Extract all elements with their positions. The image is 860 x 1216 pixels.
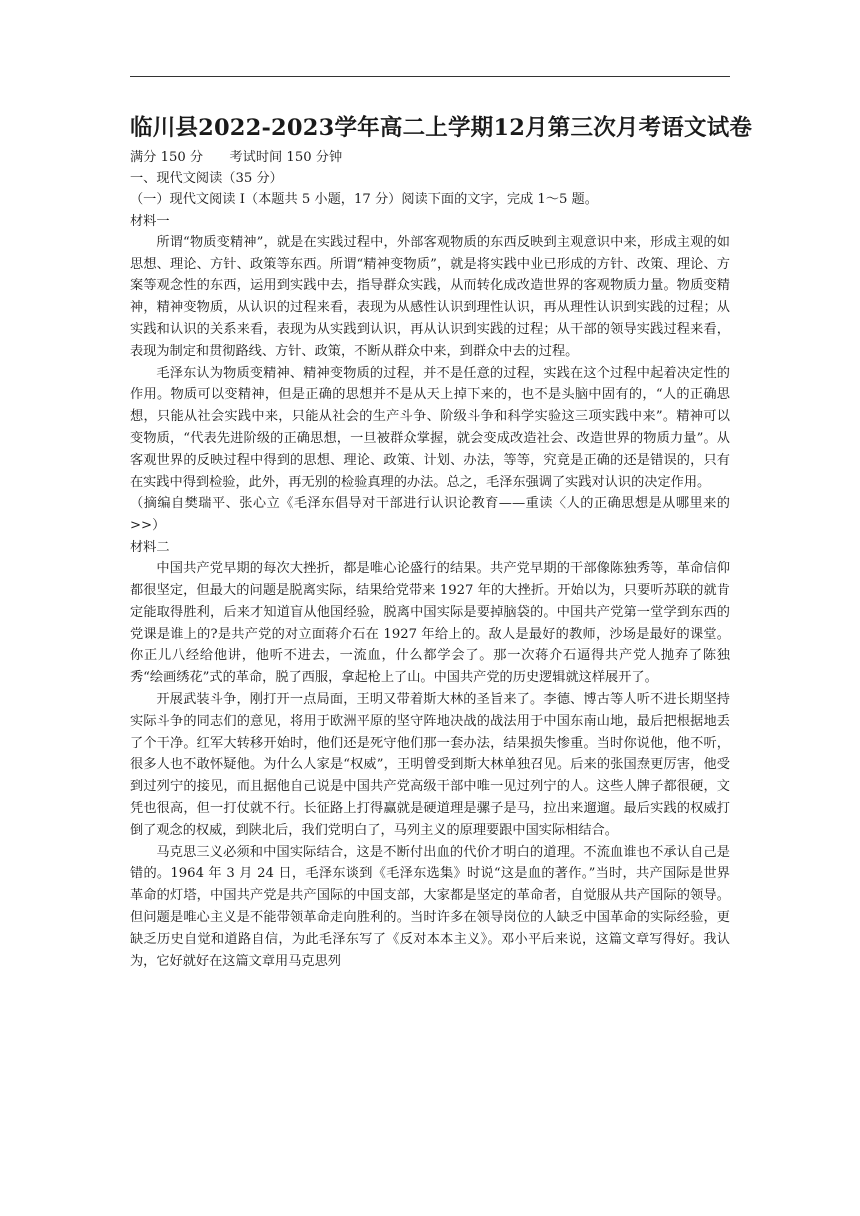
section-heading: 一、现代文阅读（35 分） [130,171,283,187]
material-two-paragraph: 马克思三义必须和中国实际结合，这是不断付出血的代价才明白的道理。不流血谁也不承认自己是错的。1964 年 3 月 24 日，毛泽东谈到《毛泽东选集》时说“这是血的著作。”当时，共产国际是世界革命的灯塔，中国共产党是共产国际的中国支部，大家都是坚定的革命者，自觉服从共产国际的领导。但问题是唯心主义是不能带领革命走向胜利的。当时许多在领导岗位的人缺乏中国革命的实际经验，更缺乏历史自觉和道路自信，为此毛泽东写了《反对本本主义》。邓小平后来说，这篇文章写得好。我认为，它好就好在这篇文章用马克思列 [130,844,730,969]
material-one-source: （摘编自樊瑞平、张心立《毛泽东倡导对干部进行认识论教育——重读〈人的正确思想是从哪里来的>>） [130,496,730,534]
header-rule [130,76,730,77]
material-two-paragraph: 中国共产党早期的每次大挫折，都是唯心论盛行的结果。共产党早期的干部像陈独秀等，革命信仰都很坚定，但最大的问题是脱离实际，结果给党带来 1927 年的大挫折。开始以为，只要听苏联的就肯定能取得胜利，后来才知道盲从他国经验，脱离中国实际是要掉脑袋的。中国共产党第一堂学到东西的党课是谁上的?是共产党的对立面蒋介石在 1927 年给上的。敌人是最好的教师，沙场是最好的课堂。你正儿八经给他讲，他听不进去，一流血，什么都学会了。那一次蒋介石逼得共产党人抛弃了陈独秀“绘画绣花”式的革命，脱了西服，拿起枪上了山。中国共产党的历史逻辑就这样展开了。 [130,561,730,686]
exam-meta: 满分 150 分 考试时间 150 分钟 [130,150,343,165]
material-one-paragraph: 毛泽东认为物质变精神、精神变物质的过程，并不是任意的过程，实践在这个过程中起着决定性的作用。物质可以变精神，但是正确的思想并不是从天上掉下来的，也不是头脑中固有的，“人的正确思想，只能从社会实践中来，只能从社会的生产斗争、阶级斗争和科学实验这三项实践中来”。精神可以变物质，“代表先进阶级的正确思想，一旦被群众掌握，就会变成改造社会、改造世界的物质力量”。从客观世界的反映过程中得到的思想、理论、政策、计划、办法，等等，究竟是正确的还是错误的，只有在实践中得到检验，此外，再无别的检验真理的办法。总之，毛泽东强调了实践对认识的决定作用。 [130,365,730,490]
subsection-heading: （一）现代文阅读 I（本题共 5 小题，17 分）阅读下面的文字，完成 1～5 题。 [130,192,598,208]
material-two-heading: 材料二 [130,539,170,555]
material-one-paragraph: 所谓“物质变精神”，就是在实践过程中，外部客观物质的东西反映到主观意识中来，形成主观的如思想、理论、方针、政策等东西。所谓“精神变物质”，就是将实践中业已形成的方针、改策、理论、方案等观念性的东西，运用到实践中去，指导群众实践，从而转化成改造世界的客观物质力量。物质变精神，精神变物质，从认识的过程来看，表现为从感性认识到理性认识，再从理性认识到实践的过程；从实践和认识的关系来看，表现为从实践到认识，再从认识到实践的过程；从干部的领导实践过程来看，表现为制定和贯彻路线、方针、政策，不断从群众中来，到群众中去的过程。 [130,234,730,359]
material-one-heading: 材料一 [130,213,170,229]
document-body [130,110,753,972]
exam-title: 临川县2022-2023学年高二上学期12月第三次月考语文试卷 [130,115,753,141]
material-two-paragraph: 开展武装斗争，刚打开一点局面，王明又带着斯大林的圣旨来了。李德、博古等人听不进长期坚持实际斗争的同志们的意见，将用于欧洲平原的坚守阵地决战的战法用于中国东南山地，最后把根据地丢了个干净。红军大转移开始时，他们还是死守他们那一套办法，结果损失惨重。当时你说他，他不听，很多人也不敢怀疑他。为什么人家是“权威”，王明曾受到斯大林单独召见。后来的张国焘更厉害，他受到过列宁的接见，而且据他自己说是中国共产党高级干部中唯一见过列宁的人。这些人牌子都很硬，文凭也很高，但一打仗就不行。长征路上打得赢就是硬道理是骡子是马，拉出来遛遛。最后实践的权威打倒了观念的权威，到陕北后，我们党明白了，马列主义的原理要跟中国实际相结合。 [130,691,730,838]
